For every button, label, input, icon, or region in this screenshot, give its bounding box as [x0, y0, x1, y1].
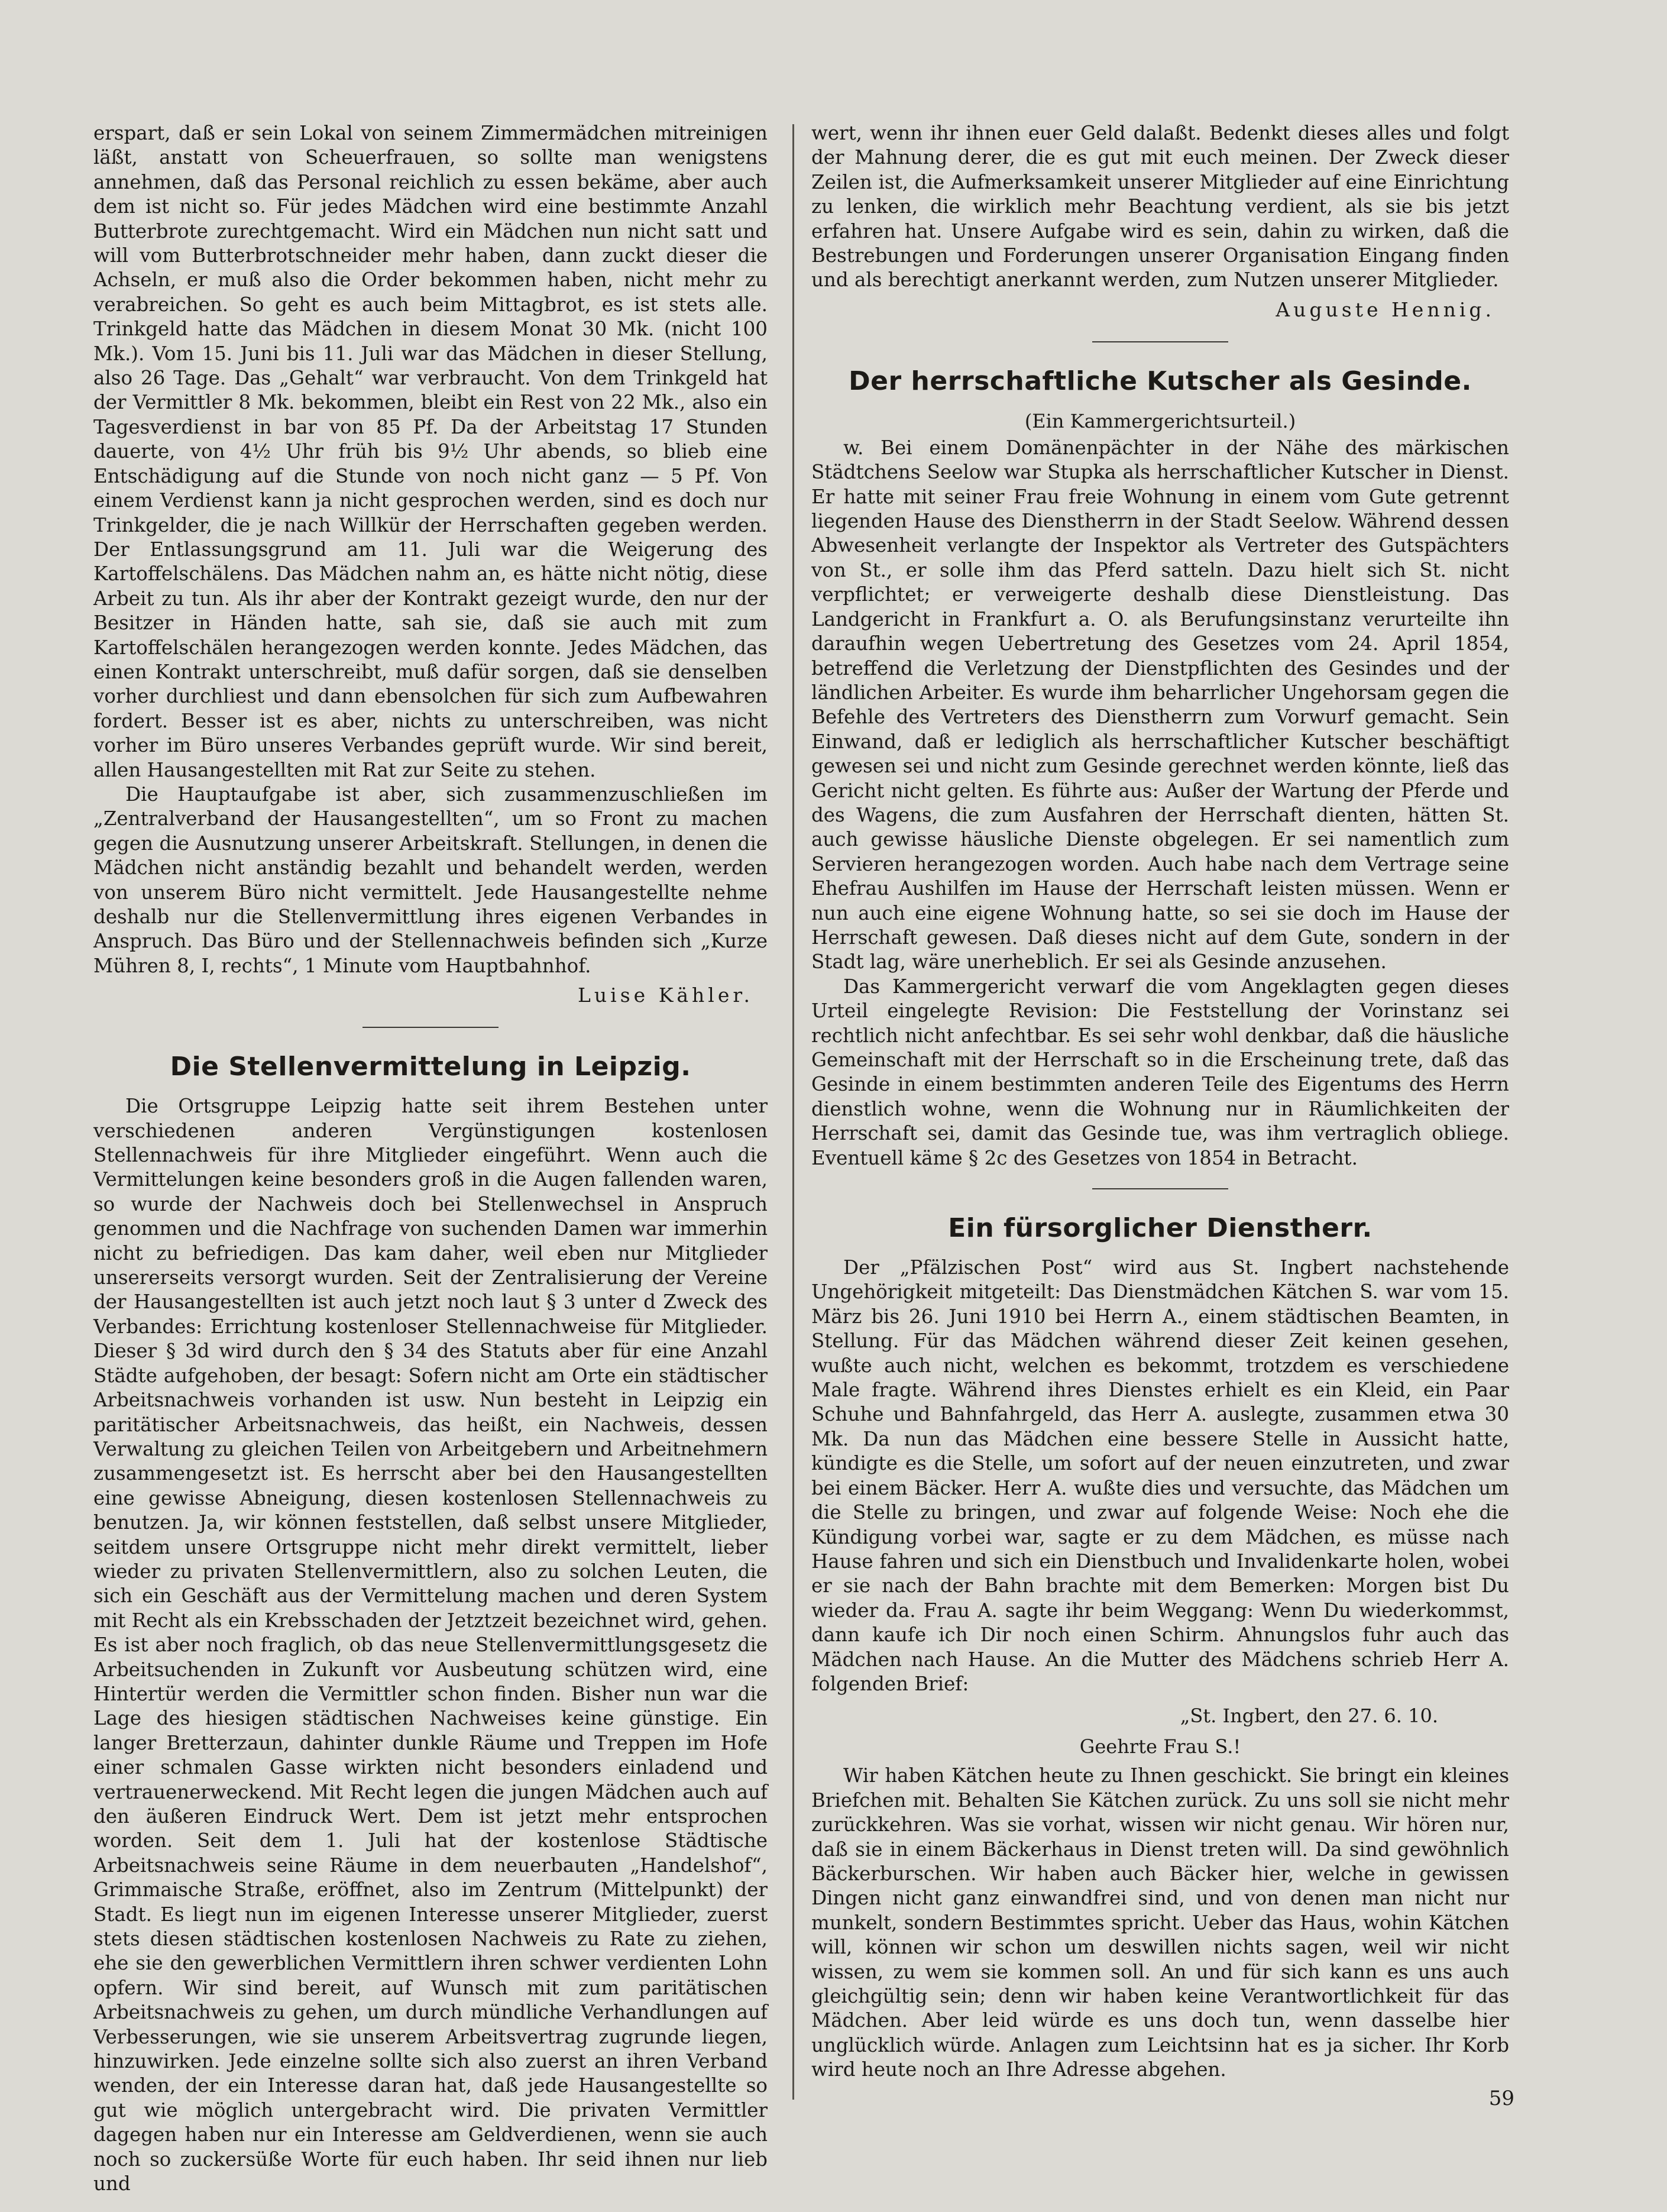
letter-salutation: Geehrte Frau S.!	[1079, 1735, 1241, 1758]
article-paragraph: Das Kammergericht verwarf die vom Angeklagten gegen dieses Urteil eingelegte Revision: Die Feststellung der Vorinstanz sei rechtlich nicht anfechtbar. Es sei sehr wohl denkbar, daß die häusliche Gemeinschaft mit der Herrschaft so in die Erscheinung trete, daß das Gesinde in einem bestimmten anderen Teile des Eigentums des Herrn dienstlich wohne, wenn die Wohnung nur in Räumlichkeiten der Herrschaft sei, damit das Gesinde tue, was ihm vertraglich obliege. Eventuell käme § 2c des Gesetzes von 1854 in Betracht.	[811, 975, 1509, 1169]
article-paragraph: w. Bei einem Domänenpächter in der Nähe des märkischen Städtchens Seelow war Stupka als herrschaftlicher Kutscher in Dienst. Er hatte mit seiner Frau freie Wohnung in einem vom Gute getrennt liegenden Hause des Dienstherrn in der Stadt Seelow. Während dessen Abwesenheit verlangte der Inspektor als Vertreter des Gutspächters von St., er solle ihm das Pferd satteln. Dazu hielt sich St. nicht verpflichtet; er verweigerte deshalb diese Dienstleistung. Das Landgericht in Frankfurt a. O. als Berufungsinstanz verurteilte ihn daraufhin wegen Uebertretung des Gesetzes vom 24. April 1854, betreffend die Verletzung der Dienstpflichten des Gesindes und der ländlichen Arbeiter. Es wurde ihm beharrlicher Ungehorsam gegen die Befehle des Vertreters des Dienstherrn zum Vorwurf gemacht. Sein Einwand, daß er lediglich als herrschaftlicher Kutscher beschäftigt gewesen sei und nicht zum Gesinde gerechnet werden könnte, ließ das Gericht nicht gelten. Es führte aus: Außer der Wartung der Pferde und des Wagens, die zum Ausfahren der Herrschaft dienten, hätten St. auch gewisse häusliche Dienste obgelegen. Er sei namentlich zum Servieren herangezogen worden. Auch habe nach dem Vertrage seine Ehefrau Aushilfen im Hause der Herrschaft leisten müssen. Wenn er nun auch eine eigene Wohnung hatte, so sei sie doch im Hause der Herrschaft gewesen. Daß dieses nicht auf dem Gute, sondern in der Stadt lag, wäre unerheblich. Er sei als Gesinde anzusehen.	[811, 436, 1509, 974]
author-signature: Auguste Hennig.	[1276, 297, 1495, 321]
article-continuation-paragraph: wert, wenn ihr ihnen euer Geld dalaßt. Bedenkt dieses alles und folgt der Mahnung derer, die es gut mit euch meinen. Der Zweck dieser Zeilen ist, die Aufmerksamkeit unserer Mitglieder auf eine Einrichtung zu lenken, die wirklich mehr Beachtung verdient, als sie bis jetzt erfahren hat. Unsere Aufgabe wird es sein, dahin zu wirken, daß die Bestrebungen und Forderungen unserer Organisation Eingang finden und als berechtigt anerkannt werden, zum Nutzen unserer Mitglieder.	[811, 122, 1509, 292]
section-divider	[362, 1027, 499, 1028]
article-heading: Die Stellenvermittelung in Leipzig.	[170, 1052, 691, 1082]
article-paragraph: Der „Pfälzischen Post“ wird aus St. Ingbert nachstehende Ungehörigkeit mitgeteilt: Das Dienstmädchen Kätchen S. war vom 15. März bis 26. Juni 1910 bei Herrn A., einem städtischen Beamten, in Stellung. Für das Mädchen während dieser Zeit keinen gesehen, wußte auch nicht, welchen es bekommt, trotzdem es verschiedene Male fragte. Während ihres Dienstes erhielt es ein Kleid, ein Paar Schuhe und Bahnfahrgeld, das Herr A. auslegte, zusammen etwa 30 Mk. Da nun das Mädchen eine bessere Stelle in Aussicht hatte, kündigte es die Stelle, um sofort auf der neuen einzutreten, und zwar bei einem Bäcker. Herr A. wußte dies und versuchte, das Mädchen um die Stelle zu bringen, und zwar auf folgende Weise: Noch ehe die Kündigung vorbei war, sagte er zu dem Mädchen, es müsse nach Hause fahren und sich ein Dienstbuch und Invalidenkarte holen, wobei er sie nach der Bahn brachte mit dem Bemerken: Morgen bist Du wieder da. Frau A. sagte ihr beim Weggang: Wenn Du wiederkommst, dann kaufe ich Dir noch einen Schirm. Ahnungslos fuhr auch das Mädchen nach Hause. An die Mutter des Mädchens schrieb Herr A. folgenden Brief:	[811, 1256, 1509, 1695]
page-number: 59	[1488, 2087, 1514, 2110]
article-heading: Der herrschaftliche Kutscher als Gesinde.	[849, 366, 1472, 396]
section-divider	[1092, 1188, 1228, 1189]
article-subtitle: (Ein Kammergerichtsurteil.)	[1024, 409, 1296, 432]
article-heading: Ein fürsorglicher Dienstherr.	[948, 1213, 1373, 1244]
article-continuation-paragraph: erspart, daß er sein Lokal von seinem Zimmermädchen mitreinigen läßt, anstatt von Scheuerfrauen, so sollte man wenigstens annehmen, daß das Personal reichlich zu essen bekäme, aber auch dem ist nicht so. Für jedes Mädchen wird eine bestimmte Anzahl Butterbrote zurechtgemacht. Wird ein Mädchen nun nicht satt und will vom Butterbrotschneider mehr haben, dann zuckt dieser die Achseln, er muß also die Order bekommen haben, nicht mehr zu verabreichen. So geht es auch beim Mittagbrot, es ist stets alle. Trinkgeld hatte das Mädchen in diesem Monat 30 Mk. (nicht 100 Mk.). Vom 15. Juni bis 11. Juli war das Mädchen in dieser Stellung, also 26 Tage. Das „Gehalt“ war verbraucht. Von dem Trinkgeld hat der Vermittler 8 Mk. bekommen, bleibt ein Rest von 22 Mk., also ein Tagesverdienst in bar von 85 Pf. Da der Arbeitstag 17 Stunden dauerte, von 4½ Uhr früh bis 9½ Uhr abends, so blieb eine Entschädigung auf die Stunde von noch nicht ganz — 5 Pf. Von einem Verdienst kann ja nicht gesprochen werden, sind es doch nur Trinkgelder, die je nach Willkür der Herrschaften gegeben werden. Der Entlassungsgrund am 11. Juli war die Weigerung des Kartoffelschälens. Das Mädchen nahm an, es hätte nicht nötig, diese Arbeit zu tun. Als ihr aber der Kontrakt gezeigt wurde, den nur der Besitzer in Händen hatte, sah sie, daß sie auch mit zum Kartoffelschälen herangezogen werden konnte. Jedes Mädchen, das einen Kontrakt unterschreibt, muß dafür sorgen, daß sie denselben vorher durchliest und dann ebensolchen für sich zum Aufbewahren fordert. Besser ist es aber, nichts zu unterschreiben, was nicht vorher im Büro unseres Verbandes geprüft wurde. Wir sind bereit, allen Hausangestellten mit Rat zur Seite zu stehen.	[93, 122, 768, 781]
section-divider	[1092, 341, 1228, 342]
letter-dateline: „St. Ingbert, den 27. 6. 10.	[1180, 1705, 1438, 1728]
column-divider	[792, 124, 794, 2100]
article-paragraph: Die Ortsgruppe Leipzig hatte seit ihrem Bestehen unter verschiedenen anderen Vergünstigungen kostenlosen Stellennachweis für ihre Mitglieder eingeführt. Wenn auch die Vermittelungen keine besonders groß in die Augen fallenden waren, so wurde der Nachweis doch bei Stellenwechsel in Anspruch genommen und die Nachfrage von suchenden Damen war immerhin nicht zu befriedigen. Das kam daher, weil eben nur Mitglieder unsererseits versorgt wurden. Seit der Zentralisierung der Vereine der Hausangestellten ist auch jetzt noch laut § 3 unter d Zweck des Verbandes: Errichtung kostenloser Stellennachweise für Mitglieder. Dieser § 3d wird durch den § 34 des Statuts aber für eine Anzahl Städte aufgehoben, der besagt: Sofern nicht am Orte ein städtischer Arbeitsnachweis vorhanden ist usw. Nun besteht in Leipzig ein paritätischer Arbeitsnachweis, das heißt, ein Nachweis, dessen Verwaltung zu gleichen Teilen von Arbeitgebern und Arbeitnehmern zusammengesetzt ist. Es herrscht aber bei den Hausangestellten eine gewisse Abneigung, diesen kostenlosen Stellennachweis zu benutzen. Ja, wir können feststellen, daß selbst unsere Mitglieder, seitdem unsere Ortsgruppe nicht mehr direkt vermittelt, lieber wieder zu privaten Stellenvermittlern, also zu solchen Leuten, die sich ein Geschäft aus der Vermittelung machen und deren System mit Recht als ein Krebsschaden der Jetztzeit bezeichnet wird, gehen. Es ist aber noch fraglich, ob das neue Stellenvermittlungsgesetz die Arbeitsuchenden in Zukunft vor Ausbeutung schützen wird, eine Hintertür werden die Vermittler schon finden. Bisher nun war die Lage des hiesigen städtischen Nachweises keine günstige. Ein langer Bretterzaun, dahinter dunkle Räume und Treppen im Hofe einer schmalen Gasse wirkten nicht besonders einladend und vertrauenerweckend. Mit Recht legen die jungen Mädchen auch auf den äußeren Eindruck Wert. Dem ist jetzt mehr entsprochen worden. Seit dem 1. Juli hat der kostenlose Städtische Arbeitsnachweis seine Räume in dem neuerbauten „Handelshof“, Grimmaische Straße, eröffnet, also im Zentrum (Mittelpunkt) der Stadt. Es liegt nun im eigenen Interesse unserer Mitglieder, zuerst stets diesen städtischen kostenlosen Nachweis zu Rate zu ziehen, ehe sie den gewerblichen Vermittlern ihren schwer verdienten Lohn opfern. Wir sind bereit, auf Wunsch mit zum paritätischen Arbeitsnachweis zu gehen, um durch mündliche Verhandlungen auf Verbesserungen, wie sie unserem Arbeitsvertrag zugrunde liegen, hinzuwirken. Jede einzelne sollte sich also zuerst an ihren Verband wenden, der ein Interesse daran hat, daß jede Hausangestellte so gut wie möglich untergebracht wird. Die privaten Vermittler dagegen haben nur ein Interesse am Geldverdienen, wenn sie auch noch so zuckersüße Worte für euch haben. Ihr seid ihnen nur lieb und	[93, 1095, 768, 2195]
author-signature: Luise Kähler.	[578, 984, 753, 1007]
article-paragraph: Die Hauptaufgabe ist aber, sich zusammenzuschließen im „Zentralverband der Hausangestellten“, um so Front zu machen gegen die Ausnutzung unserer Arbeitskraft. Stellungen, in denen die Mädchen nicht anständig bezahlt und behandelt werden, werden von unserem Büro nicht vermittelt. Jede Hausangestellte nehme deshalb nur die Stellenvermittlung ihres eigenen Verbandes in Anspruch. Das Büro und der Stellennachweis befinden sich „Kurze Mühren 8, I, rechts“, 1 Minute vom Hauptbahnhof.	[93, 782, 768, 977]
left-column	[93, 121, 768, 2197]
letter-body: Wir haben Kätchen heute zu Ihnen geschickt. Sie bringt ein kleines Briefchen mit. Behalten Sie Kätchen zurück. Zu uns soll sie nicht mehr zurückkehren. Was sie vorhat, wissen wir nicht genau. Wir hören nur, daß sie in einem Bäckerhaus in Dienst treten will. Da sind gewöhnlich Bäckerburschen. Wir haben auch Bäcker hier, welche in gewissen Dingen nicht ganz einwandfrei sind, und von denen man nicht nur munkelt, sondern Bestimmtes spricht. Ueber das Haus, wohin Kätchen will, können wir schon um deswillen nichts sagen, weil wir nicht wissen, zu wem sie kommen soll. An und für sich kann es uns auch gleichgültig sein; denn wir haben keine Verantwortlichkeit für das Mädchen. Aber leid würde es uns doch tun, wenn dasselbe hier unglücklich würde. Anlagen zum Leichtsinn hat es ja sicher. Ihr Korb wird heute noch an Ihre Adresse abgehen.	[811, 1764, 1509, 2081]
right-column	[811, 121, 1509, 2082]
